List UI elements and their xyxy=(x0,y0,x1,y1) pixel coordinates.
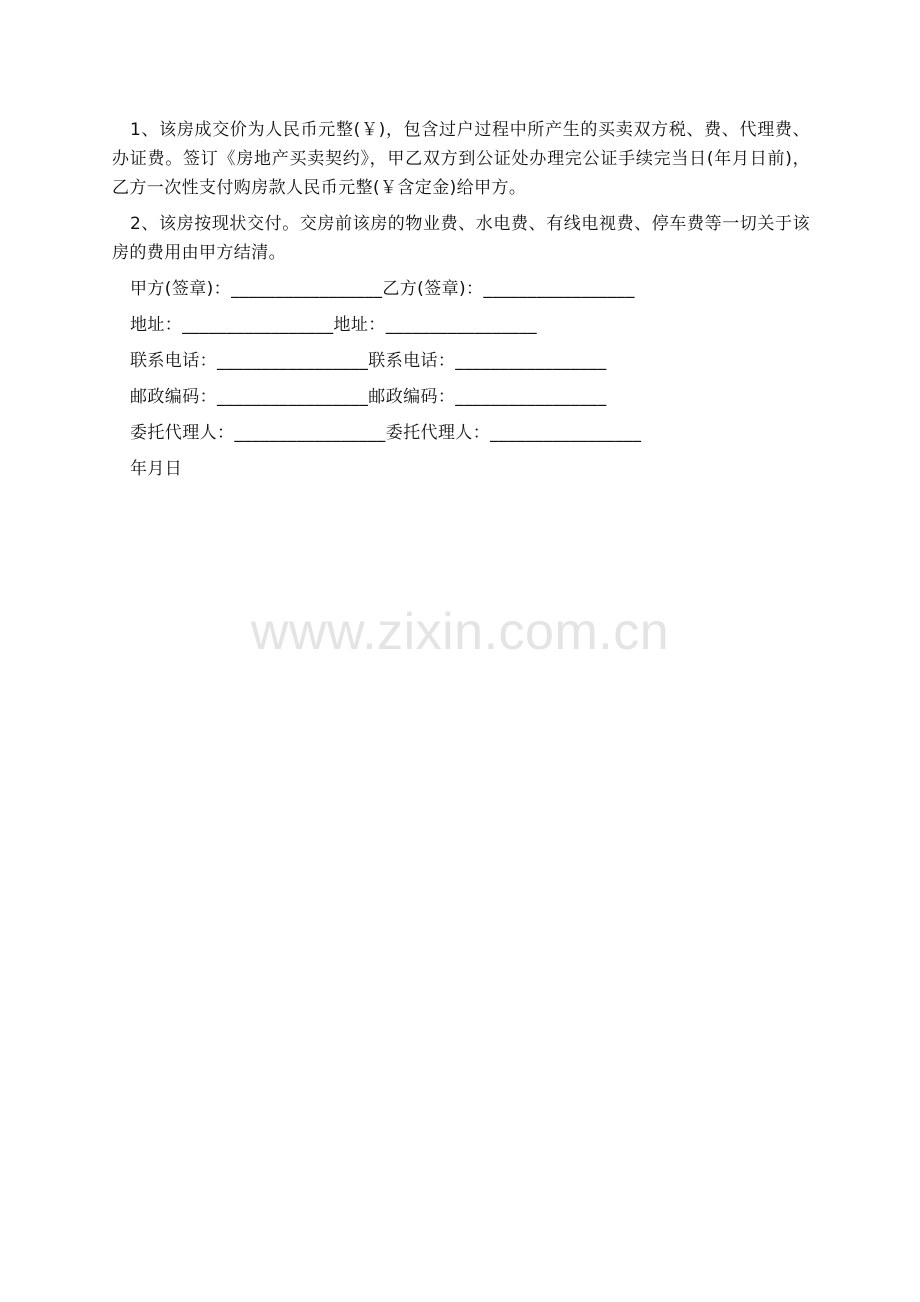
date-line: 年月日 xyxy=(130,459,183,479)
signature-line-address: 地址：_________________地址：_________________ xyxy=(130,315,537,335)
contract-body xyxy=(112,116,810,491)
signature-line-agent: 委托代理人：_________________委托代理人：_________________ xyxy=(130,423,642,443)
signature-line-phone: 联系电话：_________________联系电话：_________________ xyxy=(130,351,607,371)
clause-price: 1、该房成交价为人民币元整(￥)，包含过户过程中所产生的买卖双方税、费、代理费、办证费。签订《房地产买卖契约》，甲乙双方到公证处办理完公证手续完当日(年月日前)，乙方一次性支付购房款人民币元整(￥含定金)给甲方。 xyxy=(112,120,810,198)
signature-line-parties: 甲方(签章)：_________________乙方(签章)：_________________ xyxy=(130,279,635,299)
signature-line-postcode: 邮政编码：_________________邮政编码：_________________ xyxy=(130,387,607,407)
watermark: www.zixin.com.cn xyxy=(250,603,670,661)
clause-handover: 2、该房按现状交付。交房前该房的物业费、水电费、有线电视费、停车费等一切关于该房的费用由甲方结清。 xyxy=(112,214,810,263)
